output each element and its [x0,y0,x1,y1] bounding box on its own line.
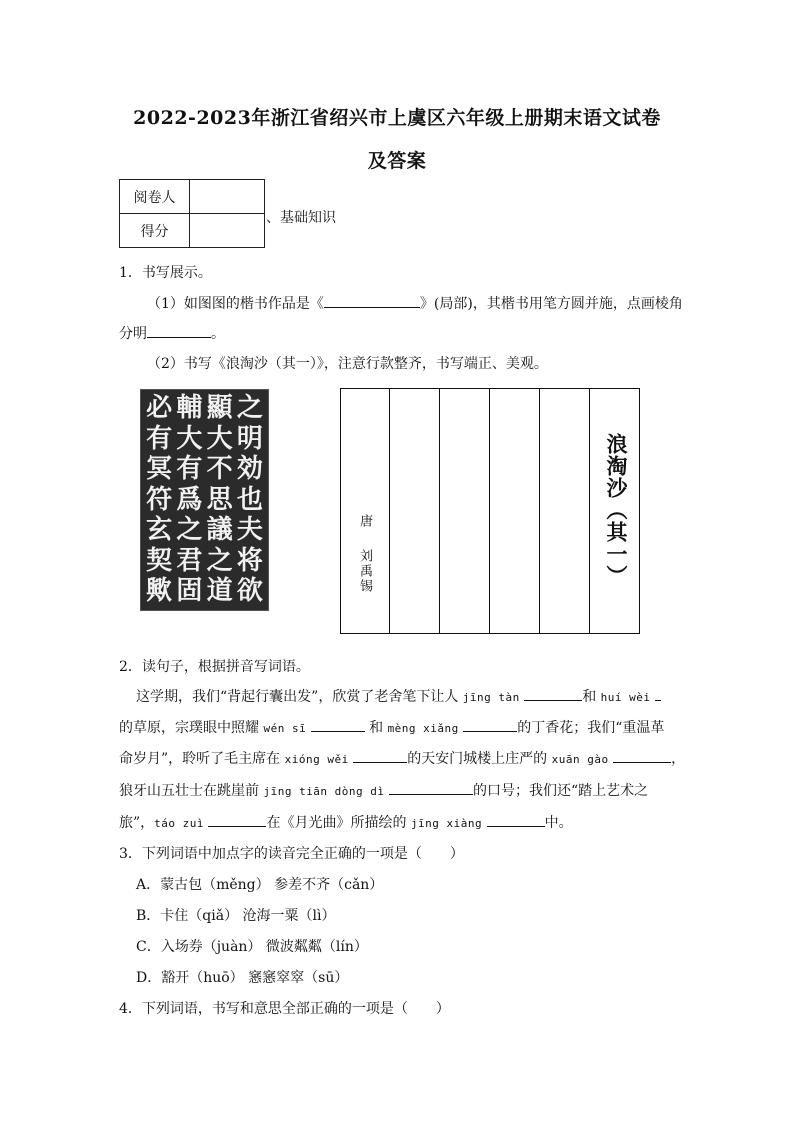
answer-blank [463,718,517,732]
calligraphy-char: 明 [236,423,263,454]
calligraphy-char: 欲 [236,576,263,607]
q3-stem: 3．下列词语中加点字的读音完全正确的一项是（ ） [119,846,464,862]
q1-stem: 1．书写展示。 [119,265,212,281]
calligraphy-char: 之 [236,393,263,423]
answer-blank [655,687,661,701]
calligraphy-char: 君 [176,545,203,576]
pinyin: táo zuì [154,817,205,830]
page-title: 2022-2023年浙江省绍兴市上虞区六年级上册期末语文试卷 [133,107,661,129]
pinyin: xióng wěi [284,753,349,766]
answer-blank [147,324,211,338]
calligraphy-char: 将 [236,545,263,576]
q3-option-b: B．卡住（qiǎ） 沧海一粟（lì） [136,908,336,924]
calligraphy-char: 冥 [146,454,173,485]
score-label: 得分 [120,214,190,248]
score-blank [190,214,265,248]
calligraphy-char: 大 [176,423,203,454]
calligraphy-char: 大 [206,423,233,454]
q2-text: 的草原，宗璞眼中照耀 [119,720,259,736]
calligraphy-char: 思 [206,484,233,515]
grid-line [539,389,540,633]
calligraphy-char: 之 [206,545,233,576]
calligraphy-char: 爲 [176,484,203,515]
q2-stem: 2．读句子，根据拼音写词语。 [119,659,310,675]
answer-blank [324,294,420,308]
pinyin: jīng tiān dòng dì [263,785,385,798]
reviewer-blank [190,180,265,214]
q3-option-d: D．豁开（huō） 窸窸窣窣（sū） [136,970,349,986]
q1-sub1-text-c: 分明 [119,326,147,342]
calligraphy-char: 有 [176,454,203,485]
q2-text: 和 [582,689,597,705]
grid-line [589,389,590,633]
answer-blank [353,749,407,763]
calligraphy-char: 夫 [236,515,263,546]
q2-text: 中。 [544,815,573,831]
q2-text: 命岁月”，聆听了毛主席在 [119,751,281,767]
calligraphy-image [140,389,269,611]
q2-text: 这学期，我们“背起行囊出发”，欣赏了老舍笔下让人 [136,689,459,705]
answer-blank [389,781,473,795]
section-heading: 、基础知识 [266,210,336,226]
poem-author: 刘禹锡 [357,549,372,594]
calligraphy-char: 輔 [176,393,203,423]
calligraphy-char: 符 [146,484,173,515]
q2-line4 [119,780,648,800]
writing-grid [340,388,640,634]
pinyin: jīng xiàng [410,817,483,830]
q3-option-a: A．蒙古包（měng） 参差不齐（cǎn） [136,877,384,893]
q2-text: 和 [369,720,384,736]
calligraphy-char: 議 [206,515,233,546]
calligraphy-char: 固 [176,576,203,607]
answer-blank [524,687,582,701]
calligraphy-char: 之 [176,515,203,546]
q2-line2 [119,717,664,737]
score-table [119,179,265,248]
q3-option-c: C．入场券（juàn） 微波粼粼（lín） [136,939,368,955]
q2-line1 [136,686,661,706]
calligraphy-char: 不 [206,454,233,485]
q2-line3 [119,748,685,768]
q1-sub1-line2 [119,323,225,343]
q1-sub1-text-d: 。 [211,326,225,342]
answer-blank [487,813,545,827]
poem-title: 浪淘沙（其一） [604,433,629,587]
pinyin: huí wèi [600,691,651,704]
q4-stem: 4．下列词语，书写和意思全部正确的一项是（ ） [119,1001,450,1017]
pinyin: wén sī [263,722,307,735]
q2-text: 旅”， [119,815,155,831]
answer-blank [311,718,365,732]
pinyin: jīng tàn [462,691,520,704]
grid-line [439,389,440,633]
q1-sub2: （2）书写《浪淘沙（其一）》，注意行款整齐，书写端正、美观。 [147,356,548,372]
answer-blank [208,813,266,827]
calligraphy-char: 玄 [146,515,173,546]
q1-sub1-line1 [147,293,683,313]
calligraphy-char: 道 [206,576,233,607]
calligraphy-char: 歟 [146,576,173,607]
pinyin: xuān gào [551,753,609,766]
q2-line5 [119,812,573,832]
q2-text: 的丁香花；我们“重温革 [517,720,665,736]
reviewer-label: 阅卷人 [120,180,190,214]
page-title-line2: 及答案 [367,150,427,172]
calligraphy-char: 契 [146,545,173,576]
q2-text: 的天安门城楼上庄严的 [407,751,548,767]
q2-text: 在《月光曲》所描绘的 [266,815,407,831]
calligraphy-char: 也 [236,484,263,515]
grid-line [389,389,390,633]
calligraphy-char: 必 [146,393,173,423]
q2-text: 的口号；我们还“踏上艺术之 [473,783,649,799]
grid-line [489,389,490,633]
answer-blank [613,749,671,763]
q1-sub1-text-a: （1）如图图的楷书作品是《 [147,296,324,312]
q1-sub1-text-b: 》(局部)，其楷书用笔方圆并施，点画棱角 [419,296,683,312]
q2-text: ， [671,751,686,767]
poem-dynasty: 唐 [357,514,372,527]
calligraphy-char: 有 [146,423,173,454]
pinyin: mèng xiǎng [387,722,459,735]
q2-text: 狼牙山五壮士在跳崖前 [119,783,259,799]
calligraphy-char: 効 [236,454,263,485]
calligraphy-grid [144,393,265,607]
calligraphy-char: 顯 [206,393,233,423]
